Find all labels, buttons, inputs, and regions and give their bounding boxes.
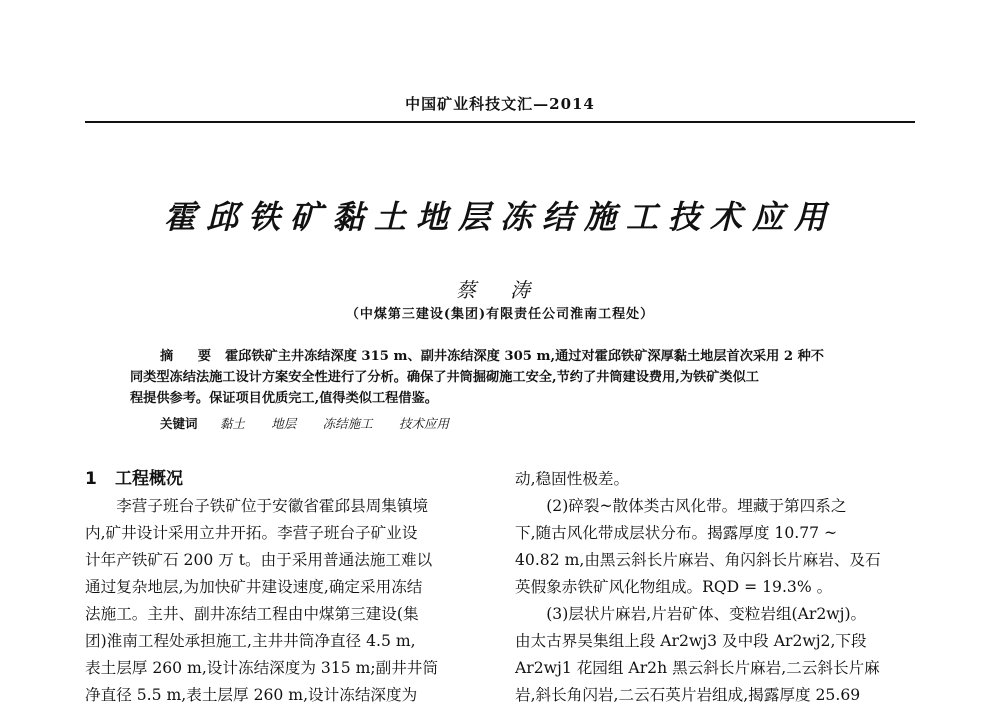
body-line: 英假象赤铁矿风化物组成。RQD = 19.3% 。 xyxy=(515,578,833,596)
section-title: 工程概况 xyxy=(115,469,183,489)
author-affiliation: （中煤第三建设(集团)有限责任公司淮南工程处） xyxy=(345,307,655,322)
body-line: Ar2wj1 花园组 Ar2h 黑云斜长片麻岩,二云斜长片麻 xyxy=(515,659,880,677)
body-line: (3)层状片麻岩,片岩矿体、变粒岩组(Ar2wj)。 xyxy=(546,605,867,623)
body-line: 40.82 m,由黑云斜长片麻岩、角闪斜长片麻岩、及石 xyxy=(515,551,881,569)
abstract-label: 摘 要 xyxy=(160,349,221,364)
running-head: 中国矿业科技文汇—2014 xyxy=(405,95,595,113)
section-heading xyxy=(85,466,485,493)
abstract xyxy=(130,346,875,409)
body-line: 岩,斜长角闪岩,二云石英片岩组成,揭露厚度 25.69 xyxy=(515,686,861,704)
keyword: 黏土 xyxy=(219,416,245,431)
body-line: 动,稳固性极差。 xyxy=(515,470,630,488)
abstract-line: 程提供参考。保证项目优质完工,值得类似工程借鉴。 xyxy=(130,391,438,406)
keywords-label: 关键词 xyxy=(160,416,198,431)
header-rule xyxy=(85,121,915,123)
right-column xyxy=(515,466,915,709)
body-line: 下,随古风化带成层状分布。揭露厚度 10.77 ~ xyxy=(515,524,838,542)
body-line: 团)淮南工程处承担施工,主井井筒净直径 4.5 m, xyxy=(85,632,416,650)
keyword: 技术应用 xyxy=(399,416,450,431)
body-line: 计年产铁矿石 200 万 t。由于采用普通法施工难以 xyxy=(85,551,433,569)
body-line: (2)碎裂~散体类古风化带。埋藏于第四系之 xyxy=(546,497,847,515)
author-name: 蔡 涛 xyxy=(455,278,545,302)
body-line: 表土层厚 260 m,设计冻结深度为 315 m;副井井筒 xyxy=(85,659,439,677)
left-column xyxy=(85,466,485,709)
body-line: 净直径 5.5 m,表土层厚 260 m,设计冻结深度为 xyxy=(85,686,418,704)
abstract-line: 同类型冻结法施工设计方案安全性进行了分析。确保了井筒掘砌施工安全,节约了井筒建设费用,为铁矿类似工 xyxy=(130,370,759,385)
body-line: 李营子班台子铁矿位于安徽省霍邱县周集镇境 xyxy=(116,497,429,515)
section-number: 1 xyxy=(85,469,97,489)
body-line: 法施工。主井、副井冻结工程由中煤第三建设(集 xyxy=(85,605,419,623)
body-line: 由太古界吴集组上段 Ar2wj3 及中段 Ar2wj2,下段 xyxy=(515,632,867,650)
keyword: 地层 xyxy=(271,416,297,431)
body-line: 通过复杂地层,为加快矿井建设速度,确定采用冻结 xyxy=(85,578,423,596)
keywords xyxy=(160,414,860,432)
article-title: 霍邱铁矿黏土地层冻结施工技术应用 xyxy=(163,198,836,236)
abstract-line: 摘 要 霍邱铁矿主井冻结深度 315 m、副井冻结深度 305 m,通过对霍邱铁矿深厚黏土地层首次采用 2 种不 xyxy=(160,349,824,364)
keyword: 冻结施工 xyxy=(322,416,373,431)
body-line: 内,矿井设计采用立井开拓。李营子班台子矿业设 xyxy=(85,524,418,542)
